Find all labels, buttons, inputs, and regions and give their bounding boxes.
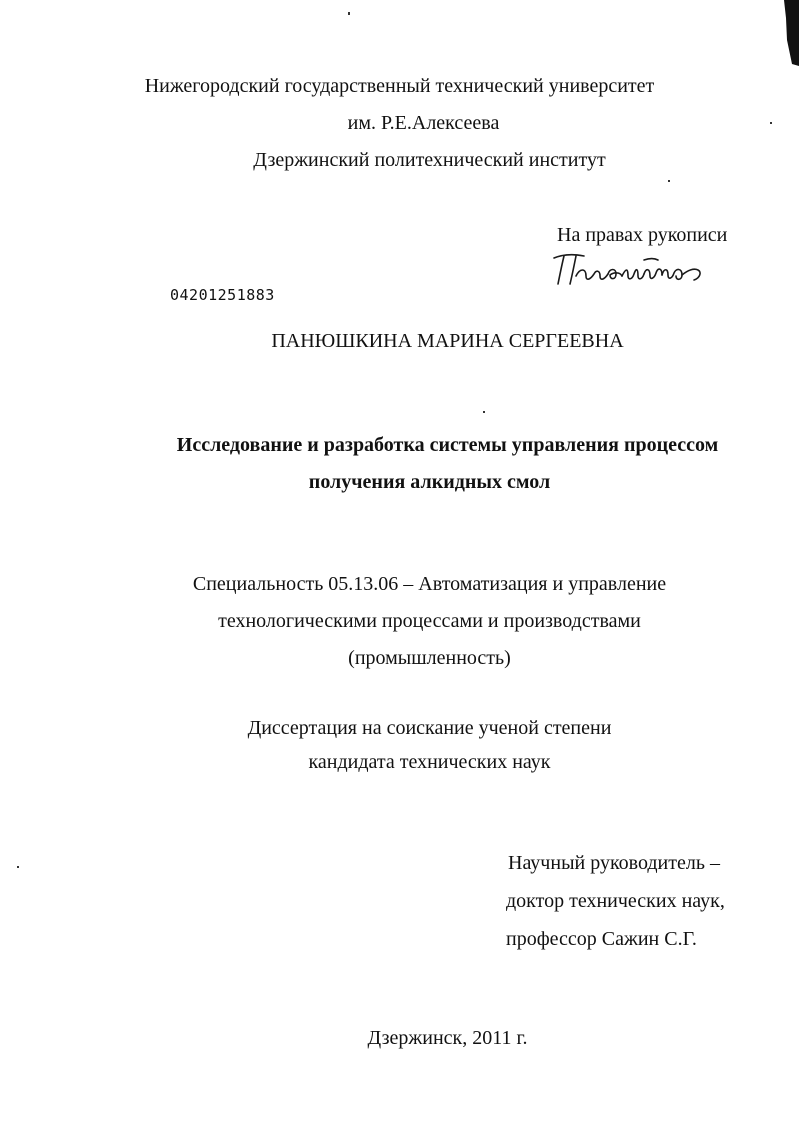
rights-label: На правах рукописи — [557, 224, 728, 246]
named-after: им. Р.Е.Алексеева — [347, 112, 500, 134]
degree-line-2: кандидата технических наук — [308, 751, 551, 773]
handwritten-signature — [548, 248, 708, 290]
author-name: ПАНЮШКИНА МАРИНА СЕРГЕЕВНА — [271, 330, 624, 352]
specialty-line-3: (промышленность) — [348, 647, 511, 669]
university-name: Нижегородский государственный технический университет — [144, 75, 655, 97]
scan-edge-mark — [778, 0, 799, 66]
scan-speck — [483, 411, 485, 413]
scan-speck — [668, 180, 670, 182]
scan-speck — [348, 12, 350, 15]
supervisor-line-2: доктор технических наук, — [506, 890, 725, 912]
degree-line-1: Диссертация на соискание ученой степени — [247, 717, 612, 739]
specialty-line-1: Специальность 05.13.06 – Автоматизация и управление — [192, 573, 667, 595]
catalog-number: 04201251883 — [170, 286, 275, 304]
thesis-title-line-1: Исследование и разработка системы управления процессом — [176, 434, 719, 456]
scan-speck — [17, 866, 19, 868]
institute-name: Дзержинский политехнический институт — [253, 149, 606, 171]
specialty-line-2: технологическими процессами и производствами — [218, 610, 641, 632]
city-year: Дзержинск, 2011 г. — [367, 1027, 528, 1049]
thesis-title-line-2: получения алкидных смол — [308, 471, 551, 493]
supervisor-line-3: профессор Сажин С.Г. — [506, 928, 697, 950]
supervisor-line-1: Научный руководитель – — [508, 852, 720, 874]
